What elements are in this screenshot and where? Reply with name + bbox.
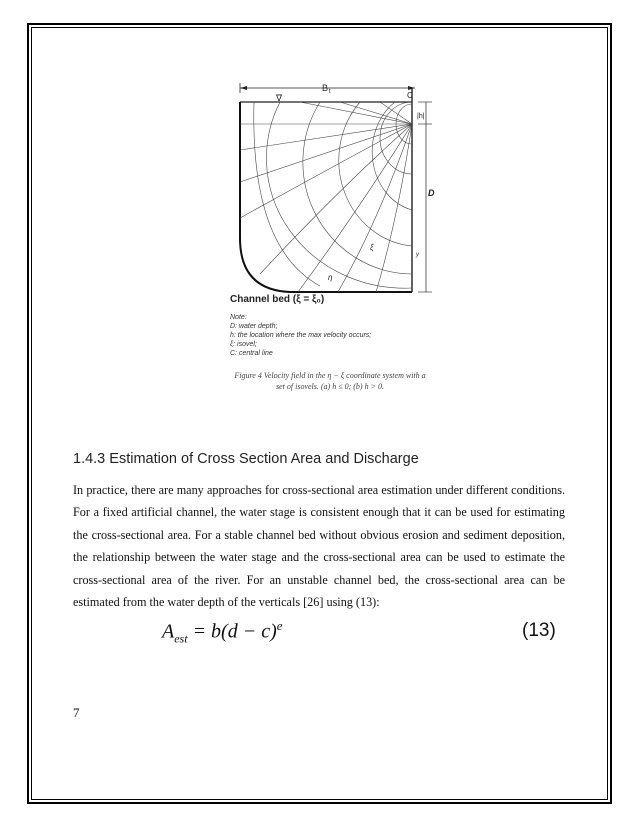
figure-note-line: Note: xyxy=(230,314,247,321)
caption-line-2: set of isovels. (a) h ≤ 0; (b) h > 0. xyxy=(276,382,384,391)
centerline-symbol: C xyxy=(407,91,413,100)
figure-note-line: h: the location where the max velocity occurs; xyxy=(230,332,372,339)
figure-caption xyxy=(200,370,460,392)
top-width-subscript: t xyxy=(329,89,331,95)
y-label: y xyxy=(416,252,419,258)
top-width-label: B xyxy=(322,83,329,93)
equation-13: $A_{est} = b(d - c)^e$ xyxy=(162,618,283,646)
channel-bed-label: Channel bed (ξ = ξ₀) xyxy=(230,294,325,305)
eta-label: η xyxy=(328,273,333,282)
page-number: 7 xyxy=(73,705,80,720)
figure-note-line: ξ: isovel; xyxy=(230,341,257,348)
channel-bed xyxy=(240,102,412,292)
h-label: |h| xyxy=(417,113,425,120)
section-heading: 1.4.3 Estimation of Cross Section Area and Discharge xyxy=(73,451,419,467)
isovel-curves xyxy=(254,102,412,288)
paragraph-text: In practice, there are many approaches for cross-sectional area estimation under different conditions. For a fixed artificial channel, the water stage is consistent enough that it can be used for estimating the cross-sectional area. For a stable channel bed without obvious erosion and sediment deposition, the relationship between the water stage and the cross-sectional area can be used to estimate the cross-sectional area of the river. For an unstable channel bed, the cross-sectional area can be estimated from the water depth of the verticals [26] using (13): xyxy=(73,483,565,610)
eta-lines xyxy=(240,102,412,292)
water-surface-symbol: ∇ xyxy=(276,93,283,103)
equation-number: (13) xyxy=(522,620,556,641)
caption-line-1: Figure 4 Velocity field in the η − ξ coordinate system with a xyxy=(234,371,426,380)
figure-note xyxy=(230,313,430,358)
figure-note-line: C: central line xyxy=(230,350,273,357)
depth-label: D xyxy=(428,188,435,198)
figure-note-line: D: water depth; xyxy=(230,323,278,330)
body-paragraph xyxy=(73,479,565,613)
xi-label: ξ xyxy=(370,243,374,252)
